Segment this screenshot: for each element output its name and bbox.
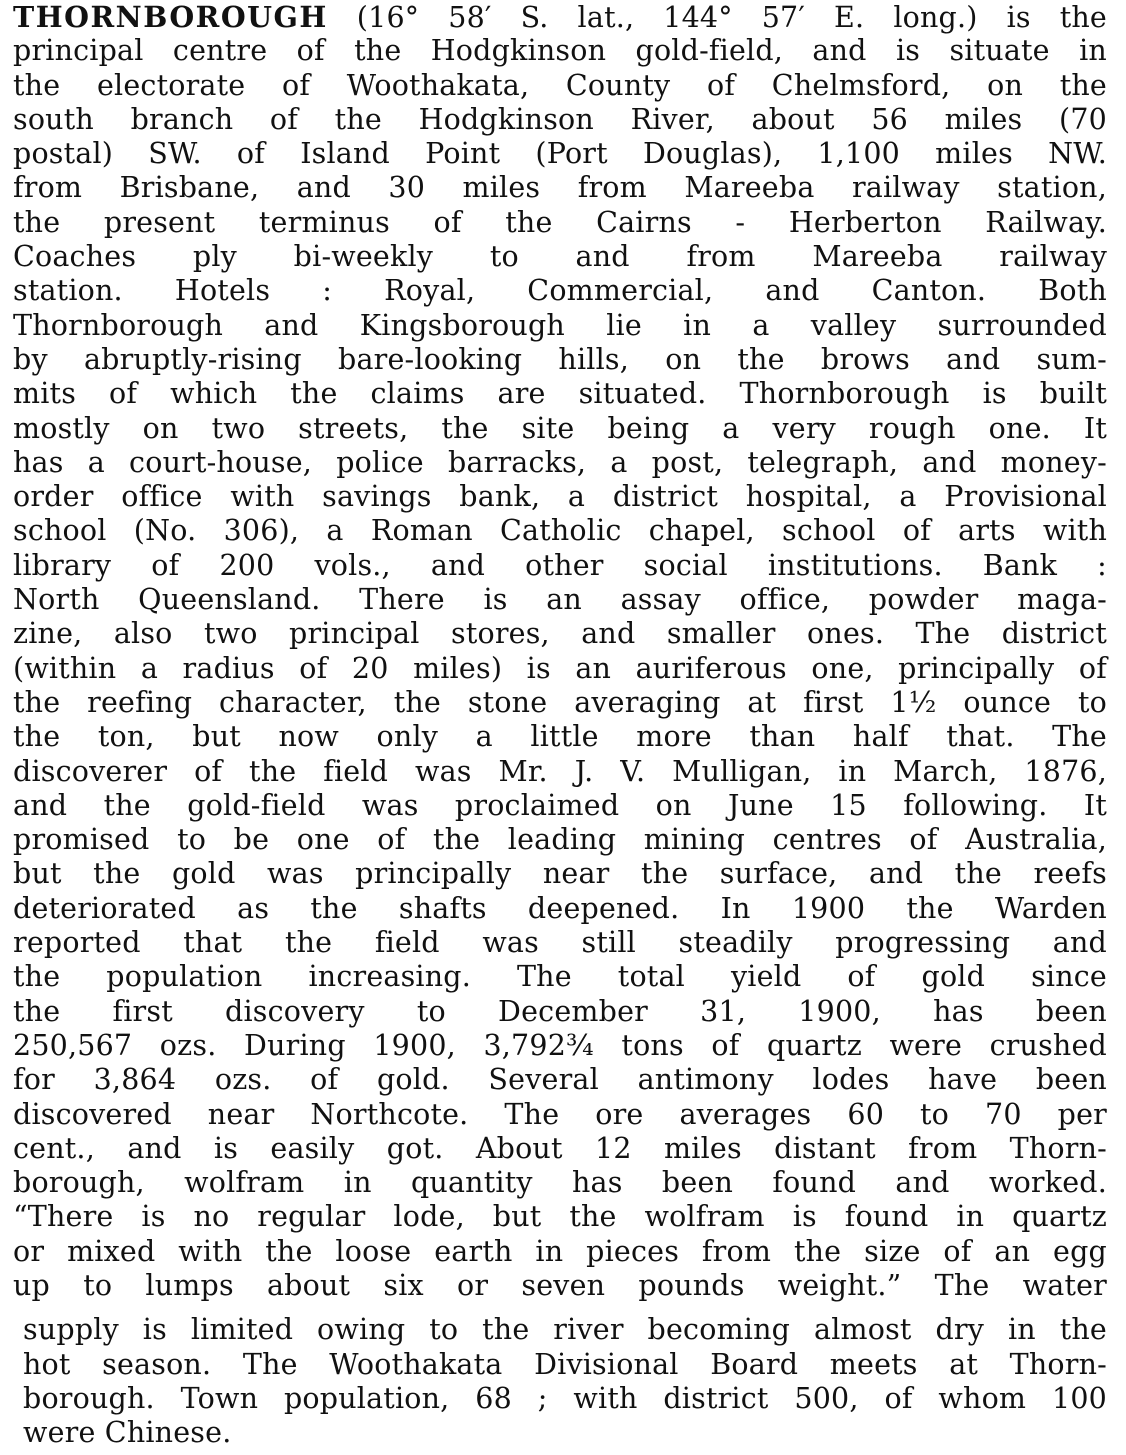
article-line: (within a radius of 20 miles) is an auriferous one, principally of [13,651,1107,685]
article-line: the ton, but now only a little more than half that. The [13,720,1107,754]
article-line: Coaches ply bi-weekly to and from Mareeba railway [13,240,1107,274]
article-line: borough, wolfram in quantity has been found and worked. [13,1166,1107,1200]
article-line: library of 200 vols., and other social institutions. Bank : [13,548,1107,582]
headword: THORNBOROUGH [13,0,328,34]
article-line: discovered near Northcote. The ore averages 60 to 70 per [13,1097,1107,1131]
article-line: has a court-house, police barracks, a post, telegraph, and money- [13,445,1107,479]
article-line: Thornborough and Kingsborough lie in a valley surrounded [13,308,1107,342]
article-line: and the gold-field was proclaimed on June 15 following. It [13,788,1107,822]
article-line: or mixed with the loose earth in pieces from the size of an egg [13,1234,1107,1268]
article-line: order office with savings bank, a district hospital, a Provisional [13,480,1107,514]
article-line: reported that the field was still steadily progressing and [13,926,1107,960]
article-line: principal centre of the Hodgkinson gold-field, and is situate in [13,34,1107,68]
article-line: school (No. 306), a Roman Catholic chapel, school of arts with [13,514,1107,548]
article-line: but the gold was principally near the surface, and the reefs [13,857,1107,891]
article-line: supply is limited owing to the river becoming almost dry in the [23,1313,1107,1347]
article-line: “There is no regular lode, but the wolfram is found in quartz [13,1200,1107,1234]
article-line: cent., and is easily got. About 12 miles distant from Thorn- [13,1131,1107,1165]
article-line: station. Hotels : Royal, Commercial, and Canton. Both [13,274,1107,308]
column-gap [13,1303,1107,1313]
article-line: up to lumps about six or seven pounds weight.” The water [13,1268,1107,1302]
article-line: promised to be one of the leading mining centres of Australia, [13,823,1107,857]
article-line: zine, also two principal stores, and smaller ones. The district [13,617,1107,651]
article-line: borough. Town population, 68 ; with district 500, of whom 100 [23,1381,1107,1415]
article-line: the present terminus of the Cairns - Herberton Railway. [13,205,1107,239]
article-line: mostly on two streets, the site being a very rough one. It [13,411,1107,445]
coordinates-text: (16° 58′ S. lat., 144° 57′ E. long.) is the [356,1,1107,34]
article-line: the reefing character, the stone averaging at first 1½ ounce to [13,685,1107,719]
article-line: from Brisbane, and 30 miles from Mareeba railway station, [13,171,1107,205]
article-line: south branch of the Hodgkinson River, about 56 miles (70 [13,102,1107,136]
article-line: North Queensland. There is an assay office, powder maga- [13,583,1107,617]
article-line [13,0,1107,34]
article-line: were Chinese. [23,1416,232,1450]
article-line: mits of which the claims are situated. Thornborough is built [13,377,1107,411]
article-line: 250,567 ozs. During 1900, 3,792¾ tons of quartz were crushed [13,1028,1107,1062]
article-line: the electorate of Woothakata, County of Chelmsford, on the [13,68,1107,102]
article-line: postal) SW. of Island Point (Port Douglas), 1,100 miles NW. [13,137,1107,171]
article-line: for 3,864 ozs. of gold. Several antimony lodes have been [13,1063,1107,1097]
article-line: the population increasing. The total yield of gold since [13,960,1107,994]
article [13,0,1107,1450]
article-line: hot season. The Woothakata Divisional Board meets at Thorn- [23,1347,1107,1381]
article-line: by abruptly-rising bare-looking hills, on the brows and sum- [13,342,1107,376]
article-line: deteriorated as the shafts deepened. In 1900 the Warden [13,891,1107,925]
article-line: the first discovery to December 31, 1900, has been [13,994,1107,1028]
article-line: discoverer of the field was Mr. J. V. Mulligan, in March, 1876, [13,754,1107,788]
